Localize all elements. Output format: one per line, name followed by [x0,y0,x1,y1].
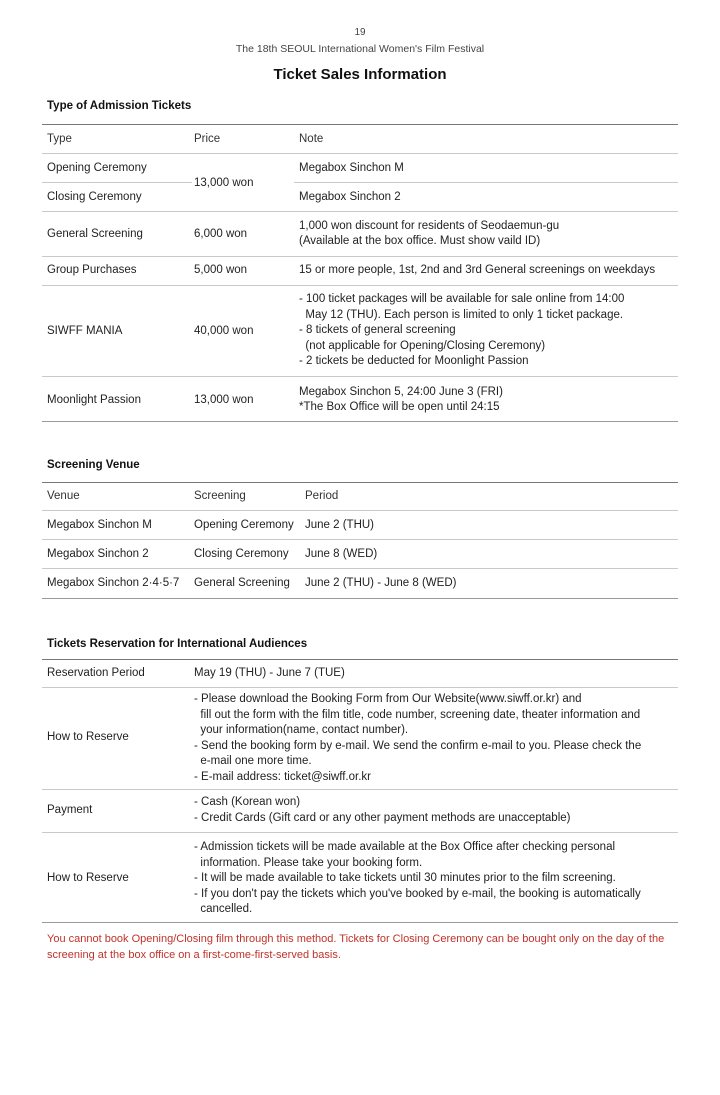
divider [42,376,678,377]
payment-line: - Credit Cards (Gift card or any other payment methods are unacceptable) [194,811,571,824]
box-office-line: - Admission tickets will be made available at the Box Office after checking personal [194,841,616,853]
payment-line: - Cash (Korean won) [194,796,301,808]
divider [42,789,678,790]
how-to-reserve-line: - Send the booking form by e-mail. We send the confirm e-mail to you. Please check the [194,739,642,752]
venue-period: June 2 (THU) [305,519,375,531]
how-to-reserve-line: fill out the form with the film title, code number, screening date, theater information and [194,708,641,721]
ticket-type-closing: Closing Ceremony [47,191,142,203]
ticket-note-mania-1: - 100 ticket packages will be available for sale online from 14:00 [299,293,625,305]
box-office-line: - If you don't pay the tickets which you've booked by e-mail, the booking is automatically [194,887,641,900]
ticket-type-general: General Screening [47,228,143,240]
festival-name: The 18th SEOUL International Women's Film Festival [235,43,485,55]
reservation-period-value: May 19 (THU) - June 7 (TUE) [194,667,345,679]
ticket-note-mania-2: May 12 (THU). Each person is limited to only 1 ticket package. [299,308,624,321]
divider [42,510,678,511]
how-to-reserve-label: How to Reserve [47,731,129,743]
divider [42,539,678,540]
header-price: Price [194,133,221,145]
ticket-note-general-2: (Available at the box office. Must show vaild ID) [299,235,541,247]
divider [42,922,678,923]
venue-screening: Opening Ceremony [194,519,294,531]
venue-header-venue: Venue [47,490,80,502]
ticket-note-mania-4: (not applicable for Opening/Closing Ceremony) [299,339,546,352]
venue-period: June 8 (WED) [305,548,378,560]
ticket-type-opening: Opening Ceremony [47,162,147,174]
divider [42,568,678,569]
divider [42,598,678,599]
page-number: 19 [354,27,366,38]
divider [42,659,678,660]
box-office-line: cancelled. [194,903,253,915]
divider [42,421,678,422]
page-title: Ticket Sales Information [273,66,447,83]
ticket-note-general-1: 1,000 won discount for residents of Seodaemun-gu [299,220,560,232]
divider [42,211,678,212]
ticket-note-moonlight-2: *The Box Office will be open until 24:15 [299,401,500,413]
how-to-reserve-line: your information(name, contact number). [194,724,409,736]
ticket-price-moonlight: 13,000 won [194,394,254,406]
reservation-period-label: Reservation Period [47,667,145,679]
ticket-note-mania-5: - 2 tickets be deducted for Moonlight Passion [299,355,529,367]
ticket-price-ceremony: 13,000 won [194,177,254,189]
divider [294,182,678,183]
divider [42,182,192,183]
venue-screening: Closing Ceremony [194,548,289,560]
ticket-note-group: 15 or more people, 1st, 2nd and 3rd General screenings on weekdays [299,264,656,276]
divider [42,285,678,286]
ticket-note-opening: Megabox Sinchon M [299,162,404,174]
ticket-type-mania: SIWFF MANIA [47,325,123,337]
how-to-reserve-label-2: How to Reserve [47,872,129,884]
venue-header-screening: Screening [194,490,246,502]
venue-name: Megabox Sinchon 2·4·5·7 [47,577,180,589]
box-office-line: - It will be made available to take tickets until 30 minutes prior to the film screening. [194,872,616,884]
divider [42,153,678,154]
box-office-line: information. Please take your booking form. [194,856,423,869]
payment-label: Payment [47,804,93,816]
email-address: - E-mail address: ticket@siwff.or.kr [194,770,371,783]
venue-screening: General Screening [194,577,290,589]
admission-section-title: Type of Admission Tickets [47,100,192,112]
divider [42,256,678,257]
how-to-reserve-line: e-mail one more time. [194,755,312,767]
closing-ceremony-notice: You cannot book Opening/Closing film through this method. Tickets for Closing Ceremony can be bought only on the day of the screening at the box office on a first-come-first-served basis. [47,933,665,961]
divider [42,124,678,125]
ticket-price-mania: 40,000 won [194,325,254,337]
reservation-section-title: Tickets Reservation for International Audiences [47,638,308,650]
divider [42,832,678,833]
ticket-price-general: 6,000 won [194,228,248,240]
divider [42,687,678,688]
how-to-reserve-line: - Please download the Booking Form from Our Website(www.siwff.or.kr) and [194,693,582,705]
divider [42,482,678,483]
ticket-type-moonlight: Moonlight Passion [47,394,141,406]
ticket-note-moonlight-1: Megabox Sinchon 5, 24:00 June 3 (FRI) [299,386,503,398]
header-type: Type [47,133,72,145]
ticket-price-group: 5,000 won [194,264,248,276]
ticket-note-closing: Megabox Sinchon 2 [299,191,401,203]
header-note: Note [299,133,324,145]
venue-header-period: Period [305,490,339,502]
venue-name: Megabox Sinchon M [47,519,152,531]
ticket-note-mania-3: - 8 tickets of general screening [299,324,456,336]
venue-name: Megabox Sinchon 2 [47,548,149,560]
ticket-type-group: Group Purchases [47,264,137,276]
venue-period: June 2 (THU) - June 8 (WED) [305,577,457,589]
venue-section-title: Screening Venue [47,459,140,471]
